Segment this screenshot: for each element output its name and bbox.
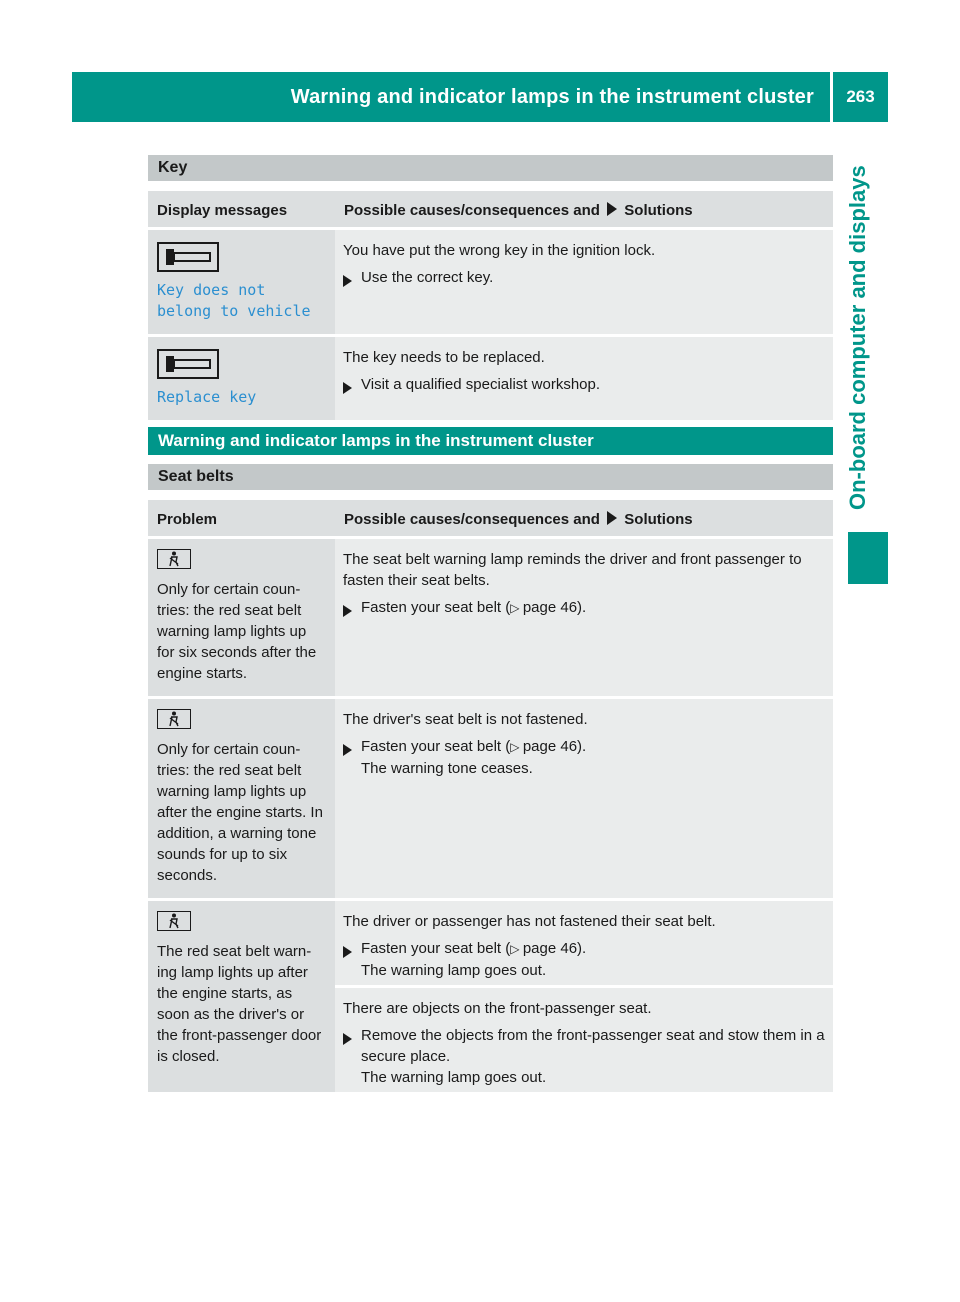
col-header-display-messages: Display messages bbox=[148, 191, 335, 227]
step-arrow-icon bbox=[343, 382, 352, 394]
seat-belt-icon bbox=[157, 911, 191, 931]
step-arrow-icon bbox=[343, 946, 352, 958]
table-header-row bbox=[148, 191, 833, 227]
solution-step bbox=[343, 597, 827, 622]
solution-step bbox=[343, 736, 827, 779]
page-ref-icon: ▷ bbox=[510, 942, 523, 956]
page-header bbox=[72, 72, 888, 122]
solution-text: Fasten your seat belt ( bbox=[361, 940, 511, 957]
solution-part bbox=[335, 901, 833, 985]
col-header-post: Solutions bbox=[624, 202, 693, 219]
solution-text: Use the correct key. bbox=[361, 269, 494, 286]
solution-text: Fasten your seat belt ( bbox=[361, 738, 511, 755]
step-arrow-icon bbox=[343, 744, 352, 756]
solution-text: Remove the objects from the front-passenger seat and stow them in a secure place. bbox=[361, 1027, 825, 1065]
solution-cell bbox=[335, 699, 833, 898]
solution-step bbox=[343, 267, 827, 292]
solution-cell bbox=[335, 901, 833, 1092]
page-ref-link[interactable]: page 46). bbox=[522, 738, 587, 755]
solution-cell bbox=[335, 337, 833, 420]
col-header-solutions bbox=[335, 191, 833, 227]
seat-belt-icon bbox=[157, 709, 191, 729]
col-header-post: Solutions bbox=[624, 511, 693, 528]
key-icon bbox=[157, 242, 219, 272]
key-banner: Key bbox=[148, 155, 833, 181]
col-header-problem: Problem bbox=[148, 500, 335, 536]
cause-text: There are objects on the front-passenger seat. bbox=[343, 1000, 652, 1017]
display-message-cell bbox=[148, 230, 335, 334]
table-row bbox=[148, 699, 833, 898]
warning-banner: Warning and indicator lamps in the instrument cluster bbox=[148, 427, 833, 455]
key-icon bbox=[157, 349, 219, 379]
solution-step bbox=[343, 374, 827, 399]
col-header-pre: Possible causes/consequences and bbox=[344, 202, 600, 219]
message-text: belong to vehicle bbox=[157, 302, 311, 320]
step-arrow-icon bbox=[343, 605, 352, 617]
solution-step bbox=[343, 1025, 827, 1088]
warning-section bbox=[148, 427, 833, 1095]
side-chapter-marker bbox=[848, 532, 888, 584]
solution-text: Visit a qualified specialist workshop. bbox=[361, 376, 601, 393]
problem-text: Only for certain coun-tries: the red seat belt warning lamp lights up for six seconds after the engine starts. bbox=[157, 581, 317, 682]
solution-cell bbox=[335, 539, 833, 696]
seat-belt-icon bbox=[157, 549, 191, 569]
seat-belt-table bbox=[148, 497, 833, 1095]
note-text: The warning lamp goes out. bbox=[361, 962, 547, 979]
cause-text: You have put the wrong key in the ignition lock. bbox=[343, 242, 656, 259]
header-title: Warning and indicator lamps in the instrument cluster bbox=[290, 85, 814, 108]
key-table bbox=[148, 188, 833, 423]
table-row bbox=[148, 901, 833, 1092]
note-text: The warning tone ceases. bbox=[361, 760, 533, 777]
page-ref-link[interactable]: page 46). bbox=[522, 599, 587, 616]
solution-step bbox=[343, 938, 827, 981]
cause-text: The key needs to be replaced. bbox=[343, 349, 545, 366]
table-row bbox=[148, 539, 833, 696]
seat-belts-banner: Seat belts bbox=[148, 464, 833, 490]
cause-text: The driver's seat belt is not fastened. bbox=[343, 711, 588, 728]
arrow-icon bbox=[607, 511, 617, 525]
problem-cell bbox=[148, 539, 335, 696]
solution-part bbox=[335, 985, 833, 1092]
step-arrow-icon bbox=[343, 275, 352, 287]
key-section bbox=[148, 155, 833, 423]
solution-cell bbox=[335, 230, 833, 334]
page-ref-link[interactable]: page 46). bbox=[522, 940, 587, 957]
page-ref-icon: ▷ bbox=[510, 601, 523, 615]
cause-text: The seat belt warning lamp reminds the driver and front passenger to fasten their seat belts. bbox=[343, 551, 802, 589]
display-message-cell bbox=[148, 337, 335, 420]
problem-text: Only for certain coun-tries: the red seat belt warning lamp lights up after the engine starts. In addition, a warning tone sounds for up to six seconds. bbox=[157, 741, 323, 884]
solution-text: Fasten your seat belt ( bbox=[361, 599, 511, 616]
step-arrow-icon bbox=[343, 1033, 352, 1045]
problem-cell bbox=[148, 699, 335, 898]
page-ref-icon: ▷ bbox=[510, 740, 523, 754]
note-text: The warning lamp goes out. bbox=[361, 1069, 547, 1086]
col-header-solutions bbox=[335, 500, 833, 536]
problem-cell bbox=[148, 901, 335, 1092]
col-header-pre: Possible causes/consequences and bbox=[344, 511, 600, 528]
table-row bbox=[148, 337, 833, 420]
cause-text: The driver or passenger has not fastened their seat belt. bbox=[343, 913, 716, 930]
page-number: 263 bbox=[846, 87, 875, 106]
message-text: Key does not bbox=[157, 281, 266, 299]
table-row bbox=[148, 230, 833, 334]
side-chapter-label: On-board computer and displays bbox=[845, 165, 870, 510]
table-header-row bbox=[148, 500, 833, 536]
arrow-icon bbox=[607, 202, 617, 216]
problem-text: The red seat belt warn-ing lamp lights up after the engine starts, as soon as the driver's or the front-passenger door is closed. bbox=[157, 943, 322, 1065]
message-text: Replace key bbox=[157, 388, 257, 406]
